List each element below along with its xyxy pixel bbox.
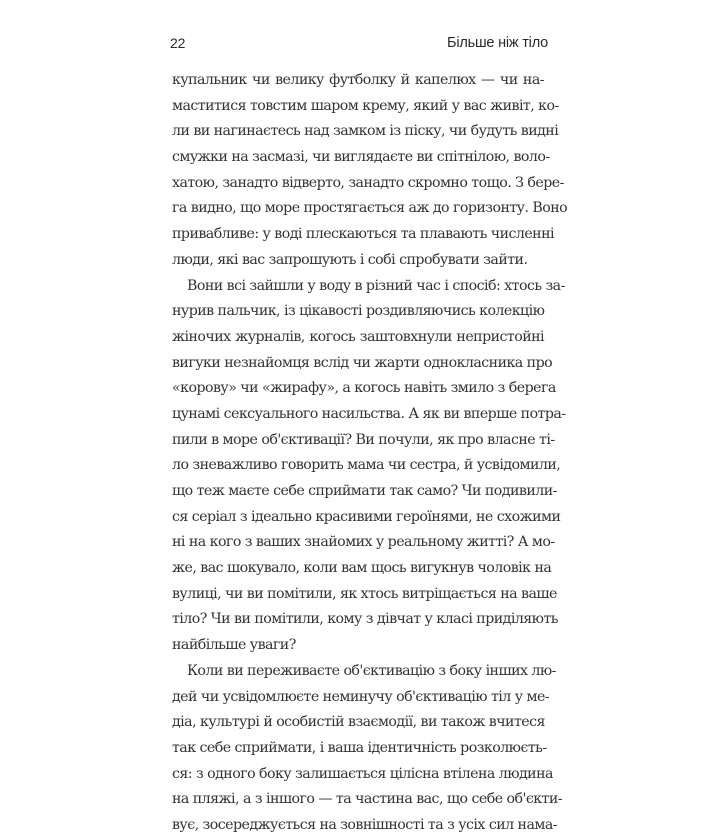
- text-line: вує, зосереджується на зовнішності та з усіх сил нама-: [172, 816, 558, 833]
- text-line: цунамі сексуального насильства. А як ви вперше потра-: [172, 405, 566, 422]
- text-line: дей чи усвідомлюєте неминучу об'єктивацію тіл у ме-: [172, 688, 550, 705]
- text-line: нурив пальчик, із цікавості роздивляючись колекцію: [172, 303, 545, 320]
- text-line: смужки на засмазі, чи виглядаєте ви спітнілою, воло-: [172, 149, 550, 166]
- text-line: привабливе: у воді плескаються та плавають численні: [172, 226, 554, 243]
- text-line: ли ви нагинаєтесь над замком із піску, чи будуть видні: [172, 123, 559, 140]
- text-line: що теж маєте себе сприймати так само? Чи подивили-: [172, 483, 557, 499]
- text-line: хатою, занадто відверто, занадто скромно тощо. З бере-: [172, 174, 564, 191]
- text-line: вулиці, чи ви помітили, як хтось витріщається на ваше: [172, 585, 557, 602]
- text-line: тіло? Чи ви помітили, кому з дівчат у класі приділяють: [172, 611, 558, 628]
- text-line: жіночих журналів, когось заштовхнули непристойні: [172, 328, 544, 345]
- text-line: люди, які вас запрошують і собі спробувати зайти.: [172, 251, 528, 268]
- text-line: вигуки незнайомця вслід чи жарти однокласника про: [172, 354, 553, 371]
- text-line-paragraph-start: Коли ви переживаєте об'єктивацію з боку інших лю-: [187, 662, 556, 679]
- page-number: 22: [170, 35, 186, 51]
- text-line: на пляжі, а з іншого — та частина вас, що себе об'єкти-: [172, 791, 562, 808]
- text-line: ло зневажливо говорить мама чи сестра, й усвідомили,: [172, 457, 561, 474]
- text-line: так себе сприймати, і ваша ідентичність розколюєть-: [172, 739, 547, 756]
- text-line: ся: з одного боку залишається цілісна втілена людина: [172, 765, 553, 782]
- text-line: «корову» чи «жирафу», а когось навіть змило з берега: [172, 380, 556, 397]
- text-line: же, вас шокувало, коли вам щось вигукнув чоловік на: [172, 560, 552, 577]
- text-line: га видно, що море простягається аж до горизонту. Воно: [172, 200, 568, 217]
- text-line: пили в море об'єктивації? Ви почули, як про власне ті-: [172, 431, 555, 448]
- text-line: діа, культурі й особистій взаємодії, ви також вчитеся: [172, 714, 545, 731]
- text-line: найбільше уваги?: [172, 637, 296, 654]
- text-line: маститися товстим шаром крему, який у вас живіт, ко-: [172, 97, 559, 114]
- running-head: [170, 33, 548, 53]
- text-line: ні на кого з ваших знайомих у реальному житті? А мо-: [172, 534, 555, 551]
- text-line: купальник чи велику футболку й капелюх — чи на-: [172, 72, 544, 88]
- text-line: ся серіал з ідеально красивими героїнями, не схожими: [172, 508, 561, 525]
- book-title: Більше ніж тіло: [447, 35, 548, 51]
- text-line-paragraph-start: Вони всі зайшли у воду в різний час і спосіб: хтось за-: [187, 277, 565, 294]
- body-text: [172, 68, 568, 839]
